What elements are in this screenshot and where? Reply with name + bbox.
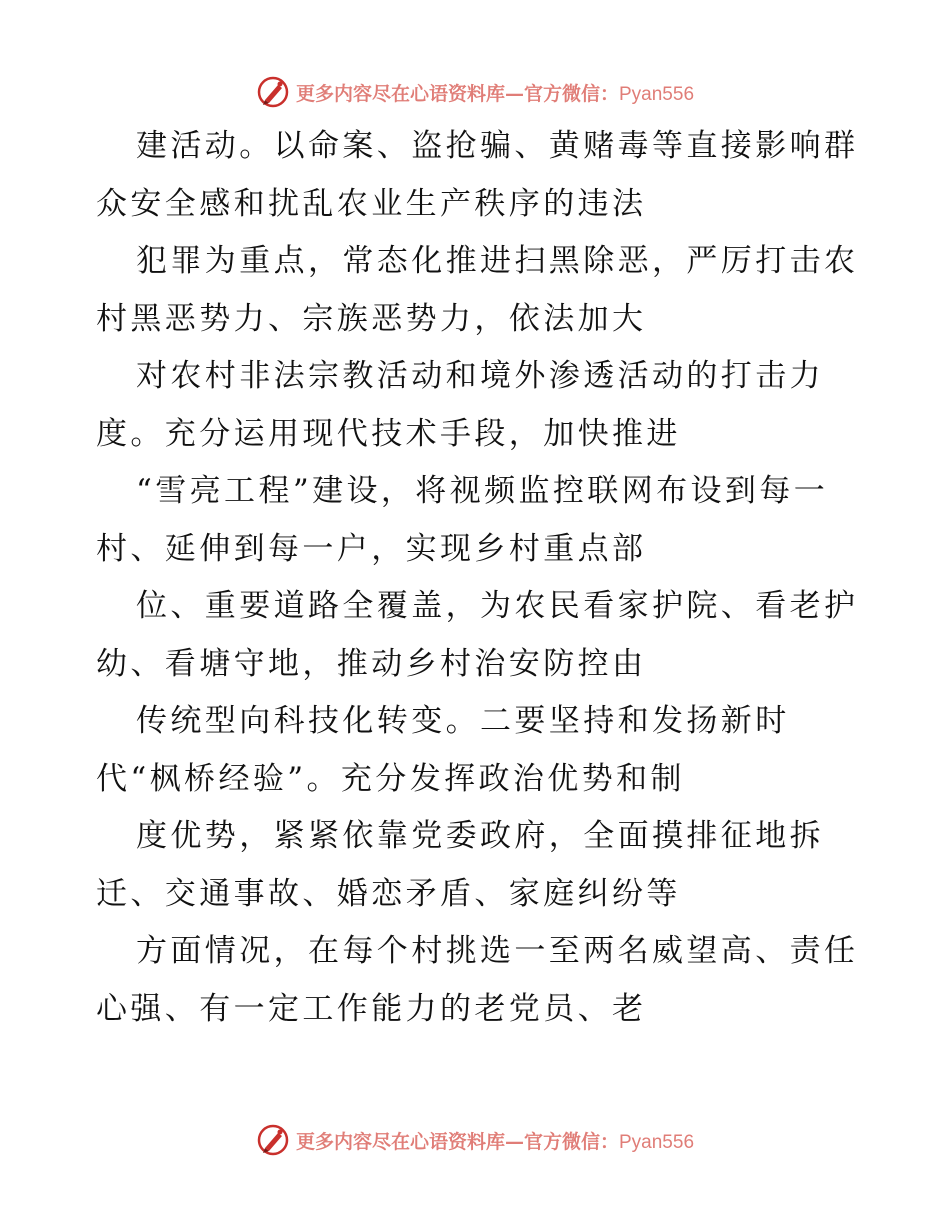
text-line: 村黑恶势力、宗族恶势力，依法加大 [96,300,647,337]
text-line: 犯罪为重点，常态化推进扫黑除恶，严厉打击农 [136,243,859,279]
text-line: “雪亮工程”建设，将视频监控联网布设到每一 [136,473,829,509]
text-line: 心强、有一定工作能力的老党员、老 [96,990,647,1027]
footer-banner-text: 更多内容尽在心语资料库—官方微信：Pyan556 [295,1130,695,1153]
pen-logo-icon [256,1123,290,1157]
text-line: 度优势，紧紧依靠党委政府，全面摸排征地拆 [136,818,824,854]
text-line: 众安全感和扰乱农业生产秩序的违法 [96,185,647,222]
text-line: 方面情况，在每个村挑选一至两名威望高、责任 [136,933,859,969]
text-line: 迁、交通事故、婚恋矛盾、家庭纠纷等 [96,875,681,912]
text-line: 幼、看塘守地，推动乡村治安防控由 [96,645,647,682]
pen-logo-icon [256,75,290,109]
header-banner [0,72,950,112]
text-line: 度。充分运用现代技术手段，加快推进 [96,415,681,452]
text-line: 对农村非法宗教活动和境外渗透活动的打击力 [136,358,824,394]
text-line: 传统型向科技化转变。二要坚持和发扬新时 [136,703,790,739]
text-line: 代“枫桥经验”。充分发挥政治优势和制 [96,760,685,797]
footer-banner [0,1120,950,1160]
header-banner-text: 更多内容尽在心语资料库—官方微信：Pyan556 [295,82,695,105]
text-line: 建活动。以命案、盗抢骗、黄赌毒等直接影响群 [136,128,859,164]
document-body [96,118,859,1038]
text-line: 位、重要道路全覆盖，为农民看家护院、看老护 [136,588,859,624]
text-line: 村、延伸到每一户，实现乡村重点部 [96,530,647,567]
